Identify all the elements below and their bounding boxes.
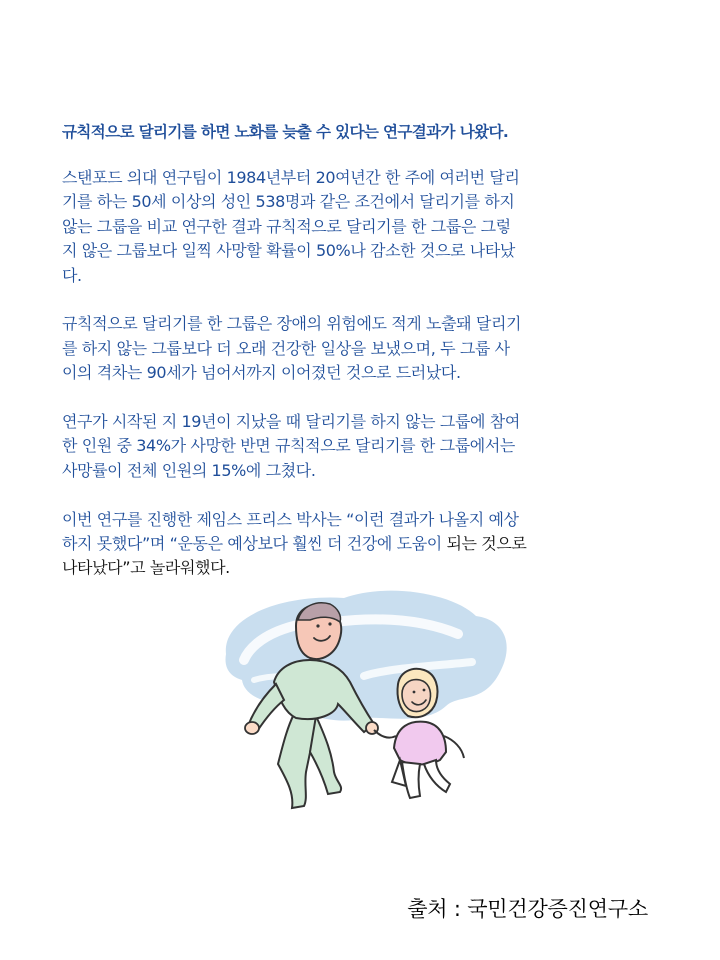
text-line-tail: 되는 것으로 [446, 534, 527, 554]
article-body [62, 166, 662, 605]
paragraph-3 [62, 410, 662, 483]
text-line: 한 인원 중 34%가 사망한 반면 규칙적으로 달리기를 한 그룹에서는 [62, 436, 515, 456]
source-credit: 출처 : 국민건강증진연구소 [407, 897, 648, 921]
text-line: 사망률이 전체 인원의 15%에 그쳤다. [62, 460, 316, 480]
text-line: 나타났다”고 놀라워했다. [62, 558, 230, 578]
text-line: 연구가 시작된 지 19년이 지났을 때 달리기를 하지 않는 그룹에 참여 [62, 412, 520, 432]
text-line [62, 532, 662, 556]
text-line-head: 하지 못했다”며 “운동은 예상보다 훨씬 더 건강에 도움이 [62, 534, 447, 554]
text-line: 지 않은 그룹보다 일찍 사망할 확률이 50%나 감소한 것으로 나타났 [62, 241, 515, 261]
text-line: 기를 하는 50세 이상의 성인 538명과 같은 조건에서 달리기를 하지 [62, 192, 515, 212]
text-line: 스탠포드 의대 연구팀이 1984년부터 20여년간 한 주에 여러번 달리 [62, 168, 520, 187]
text-line: 를 하지 않는 그룹보다 더 오래 건강한 일상을 보냈으며, 두 그룹 사 [62, 338, 510, 358]
paragraph-1 [62, 166, 662, 288]
text-line: 다. [62, 265, 82, 285]
text-line: 이의 격차는 90세가 넘어서까지 이어졌던 것으로 드러났다. [62, 363, 461, 383]
paragraph-4 [62, 508, 662, 581]
text-line: 이번 연구를 진행한 제임스 프리스 박사는 “이런 결과가 나올지 예상 [62, 509, 519, 529]
text-line: 않는 그룹을 비교 연구한 결과 규칙적으로 달리기를 한 그룹은 그렇 [62, 216, 511, 236]
text-line: 규칙적으로 달리기를 한 그룹은 장애의 위험에도 적게 노출돼 달리기 [62, 314, 522, 334]
running-family-illustration [214, 576, 514, 816]
paragraph-2 [62, 312, 662, 385]
headline: 규칙적으로 달리기를 하면 노화를 늦출 수 있다는 연구결과가 나왔다. [62, 123, 509, 141]
